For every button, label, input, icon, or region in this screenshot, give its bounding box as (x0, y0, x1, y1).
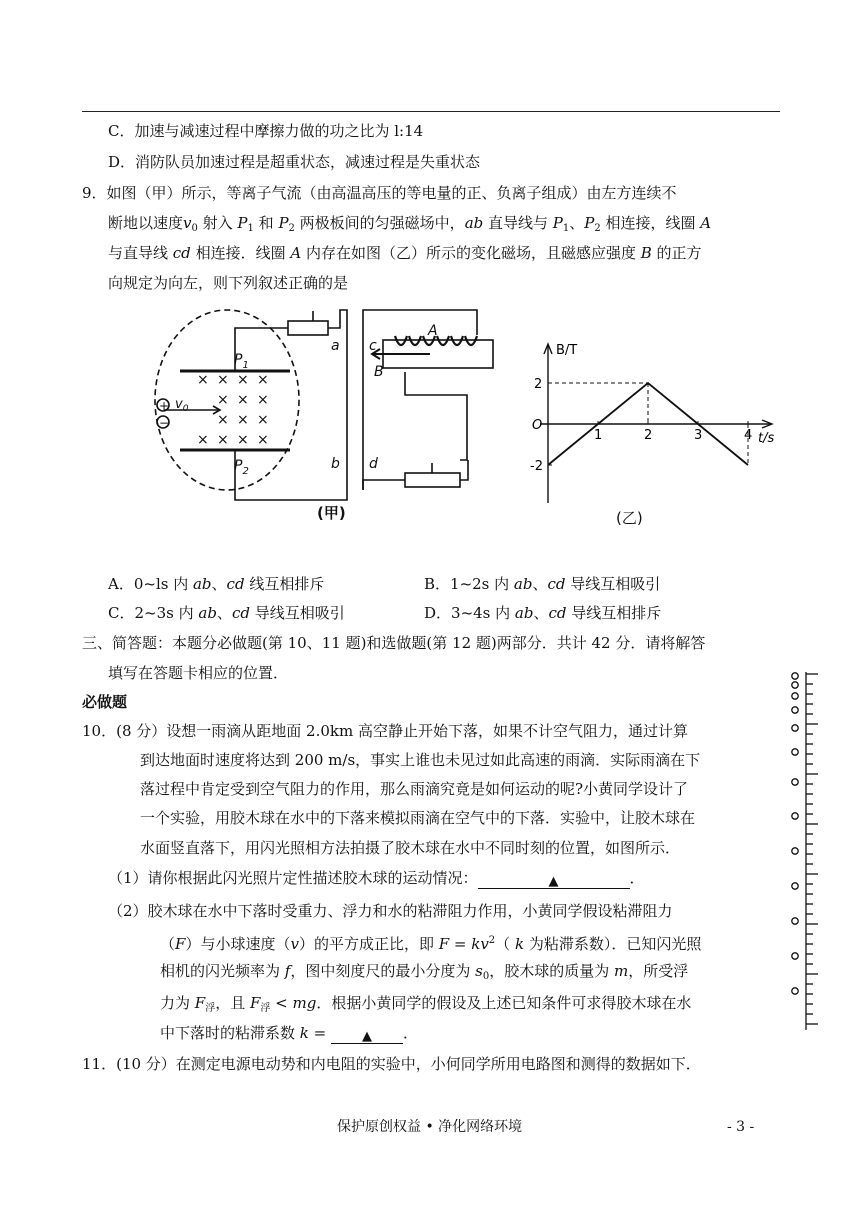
cross-r1c1: × (237, 372, 249, 388)
q10-sub2-line4: 力为 $F_浮$，且 $F_浮$ < mg．根据小黄同学的假设及上述已知条件可求得胶木球在水 (160, 994, 692, 1014)
svg-text:×: × (257, 372, 269, 388)
caption-yi: (乙) (616, 509, 643, 527)
q11-line1: 11．(10 分）在测定电源电动势和内电阻的实验中，小何同学所用电路图和测得的数据如下． (82, 1055, 701, 1073)
header-rule (82, 111, 780, 112)
label-b: b (331, 456, 340, 472)
q9-option-a: A．0~ls 内 ab、cd 线互相排斥 (108, 575, 325, 593)
wire-d (363, 480, 405, 490)
triangle-icon: ▲ (548, 874, 559, 889)
q8-option-d: D．消防队员加速过程是超重状态，减速过程是失重状态 (108, 153, 481, 171)
wire-rheostat-right (460, 460, 468, 480)
label-p2: $P_2$ (234, 458, 249, 477)
label-c: c (369, 338, 377, 354)
q10-line1: 10．(8 分）设想一雨滴从距地面 2.0km 高空静止开始下落，如果不计空气阻力，通过计算 (82, 722, 688, 740)
x-tick-label: 4 (744, 428, 753, 443)
svg-text:×: × (257, 392, 269, 408)
q10-sub2-line2: （F）与小球速度（v）的平方成正比，即 $F = kv^2$（ k 为粘滞系数）．已知闪光照 (160, 935, 702, 953)
section3-line2: 填写在答题卡相应的位置． (108, 664, 289, 682)
page-number: - 3 - (727, 1119, 755, 1135)
q10-sub2-line5: 中下落时的粘滞系数 k = ▲ ． (160, 1024, 419, 1044)
resistor-top (288, 321, 328, 335)
label-field-b: B (374, 364, 384, 380)
x-tick-label: 1 (594, 428, 603, 443)
label-coil-a: A (428, 323, 438, 339)
flash-photo-ruler (786, 668, 822, 1034)
plus-sign: + (159, 399, 170, 413)
section3-heading: 必做题 (82, 693, 128, 711)
y-axis-label: B/T (556, 343, 578, 358)
svg-text:×: × (217, 412, 229, 428)
x-tick-label: 2 (644, 428, 653, 443)
label-a: a (331, 338, 340, 354)
label-d: d (369, 456, 378, 472)
answer-blank-1 (478, 870, 630, 889)
y-tick-label: 2 (534, 377, 543, 392)
svg-text:×: × (217, 432, 229, 448)
q10-line2: 到达地面时速度将达到 200 m/s，事实上谁也未见过如此高速的雨滴．实际雨滴在下 (140, 751, 701, 769)
label-v0: $v_0$ (175, 397, 189, 414)
svg-text:×: × (217, 392, 229, 408)
svg-text:×: × (237, 392, 249, 408)
q9-line2: 断地以速度$v_0$ 射入 $P_1$ 和 $P_2$ 两极板间的匀强磁场中，ab 直导线与 $P_1$、$P_2$ 相连接，线圈 A (108, 214, 712, 234)
origin-label: O (532, 418, 543, 433)
svg-text:×: × (237, 412, 249, 428)
q9-line1: 9．如图（甲）所示，等离子气流（由高温高压的等电量的正、负离子组成）由左方连续不 (82, 184, 677, 202)
figure-yi-chart (520, 338, 790, 528)
q9-option-b: B．1~2s 内 ab、cd 导线互相吸引 (424, 575, 661, 593)
q10-sub1: （1）请你根据此闪光照片定性描述胶木球的运动情况： ▲ ． (108, 869, 645, 889)
y-tick-label: -2 (530, 459, 543, 474)
section3-line1: 三、简答题：本题分必做题(第 10、11 题)和选做题(第 12 题)两部分．共计 42 分．请将解答 (82, 634, 706, 652)
footer-center: 保护原创权益 • 净化网络环境 (337, 1119, 523, 1135)
x-tick-label: 3 (694, 428, 703, 443)
caption-jia: (甲) (317, 504, 346, 522)
answer-blank-2 (331, 1025, 403, 1044)
q9-option-d: D．3~4s 内 ab、cd 导线互相排斥 (424, 604, 662, 622)
figure-jia (150, 300, 500, 532)
minus-sign: − (159, 416, 170, 430)
q10-line4: 一个实验，用胶木球在水中的下落来模拟雨滴在空气中的下落．实验中，让胶木球在 (140, 809, 696, 827)
q10-sub2-line3: 相机的闪光频率为 f，图中刻度尺的最小分度为 $s_0$，胶木球的质量为 m，所受浮 (160, 962, 689, 982)
svg-text:×: × (257, 412, 269, 428)
svg-text:×: × (197, 432, 209, 448)
q10-line5: 水面竖直落下，用闪光照相方法拍摄了胶木球在水中不同时刻的位置，如图所示． (140, 839, 681, 857)
triangle-icon: ▲ (362, 1029, 372, 1044)
q9-line4: 向规定为向左，则下列叙述正确的是 (108, 274, 349, 292)
resistor-bottom (405, 473, 460, 487)
svg-text:×: × (197, 372, 209, 388)
q10-line3: 落过程中肯定受到空气阻力的作用，那么雨滴究竟是如何运动的呢?小黄同学设计了 (140, 780, 689, 798)
svg-text:×: × (217, 372, 229, 388)
q8-option-c: C．加速与减速过程中摩擦力做的功之比为 l:14 (108, 122, 424, 140)
svg-text:×: × (257, 432, 269, 448)
x-axis-label: t/s (758, 431, 775, 446)
q9-option-c: C．2~3s 内 ab、cd 导线互相吸引 (108, 604, 345, 622)
label-p1: $P_1$ (234, 352, 249, 371)
wire-coil-right (405, 372, 467, 460)
q10-sub2-line1: （2）胶木球在水中下落时受重力、浮力和水的粘滞阻力作用，小黄同学假设粘滞阻力 (108, 902, 673, 920)
q9-line3: 与直导线 cd 相连接．线圈 A 内存在如图（乙）所示的变化磁场，且磁感应强度 B 的正方 (108, 244, 702, 262)
svg-text:×: × (237, 432, 249, 448)
